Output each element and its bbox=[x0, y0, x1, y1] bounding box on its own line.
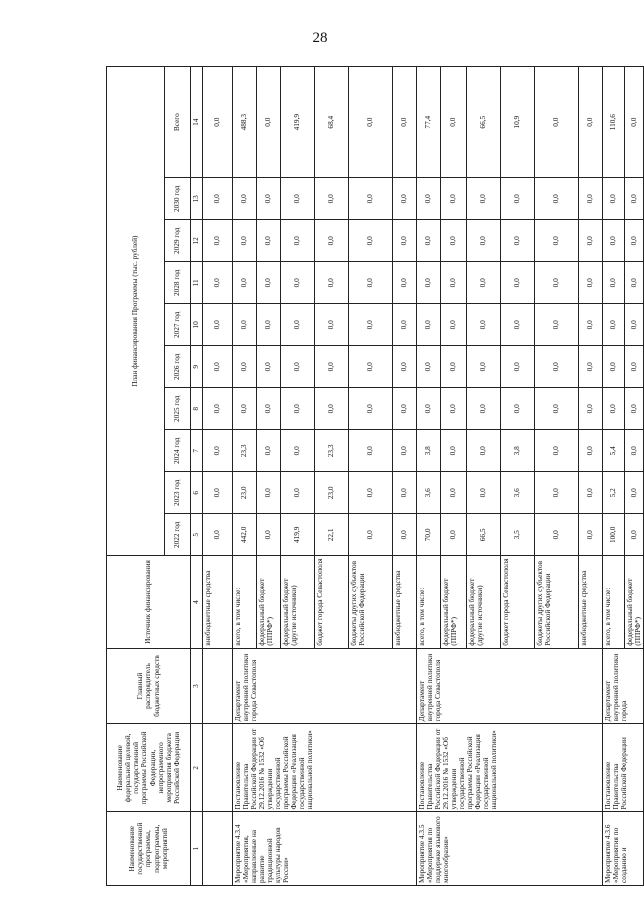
value-cell: 5,4 bbox=[603, 430, 625, 472]
value-cell: 0,0 bbox=[281, 262, 315, 304]
value-cell: 0,0 bbox=[535, 472, 579, 514]
value-cell: 0,0 bbox=[417, 262, 441, 304]
value-cell: 0,0 bbox=[467, 346, 501, 388]
header-federal-program: Наименование федеральной целевой, государственной программы Российской Федерации, непрограммного мероприятия бюджета Российской Федерации bbox=[107, 724, 191, 812]
value-cell: 0,0 bbox=[349, 514, 393, 556]
value-cell: 0,0 bbox=[281, 388, 315, 430]
value-cell: 0,0 bbox=[467, 178, 501, 220]
federal-program-cell: Постановление Правительства Российской Федерации от 29.12.2016 № 1532 «Об утверждении государственной программы Российской Федерации «Реализация государственной национальной политики» bbox=[233, 724, 417, 812]
header-program-name: Наименование государственной программы, подпрограммы, мероприятий bbox=[107, 812, 191, 886]
value-cell: 0,0 bbox=[233, 388, 257, 430]
value-cell: 0,0 bbox=[603, 388, 625, 430]
budget-manager-cell: Департамент внутренней политики города Севастополя bbox=[233, 648, 417, 724]
value-cell: 0,0 bbox=[233, 346, 257, 388]
federal-program-cell: Постановление Правительства Российской Федерации bbox=[603, 724, 644, 812]
value-cell: 0,0 bbox=[579, 304, 603, 346]
value-cell: 0,0 bbox=[281, 430, 315, 472]
value-cell: 0,0 bbox=[349, 67, 393, 178]
value-cell: 0,0 bbox=[441, 304, 467, 346]
column-number: 8 bbox=[191, 388, 203, 430]
value-cell: 0,0 bbox=[467, 220, 501, 262]
source-cell: федеральный бюджет (другие источники) bbox=[467, 556, 501, 648]
value-cell: 0,0 bbox=[579, 514, 603, 556]
value-cell: 0,0 bbox=[501, 346, 535, 388]
column-number: 7 bbox=[191, 430, 203, 472]
value-cell: 0,0 bbox=[501, 262, 535, 304]
value-cell: 0,0 bbox=[441, 472, 467, 514]
value-cell: 0,0 bbox=[441, 67, 467, 178]
value-cell: 23,0 bbox=[233, 472, 257, 514]
value-cell: 23,3 bbox=[233, 430, 257, 472]
header-funding-source: Источник финансирования bbox=[107, 556, 191, 648]
value-cell: 0,0 bbox=[233, 220, 257, 262]
source-cell: федеральный бюджет (ППРФ*) bbox=[257, 556, 281, 648]
column-number: 12 bbox=[191, 220, 203, 262]
value-cell: 0,0 bbox=[393, 262, 417, 304]
value-cell: 3,8 bbox=[501, 430, 535, 472]
value-cell: 0,0 bbox=[203, 220, 233, 262]
value-cell: 3,6 bbox=[417, 472, 441, 514]
value-cell: 0,0 bbox=[417, 304, 441, 346]
value-cell: 0,0 bbox=[501, 220, 535, 262]
value-cell: 0,0 bbox=[315, 388, 349, 430]
source-cell: бюджеты других субъектов Российской Федерации bbox=[535, 556, 579, 648]
value-cell: 0,0 bbox=[467, 430, 501, 472]
header-total: Всего bbox=[165, 67, 191, 178]
value-cell: 0,0 bbox=[535, 514, 579, 556]
value-cell: 0,0 bbox=[625, 304, 644, 346]
value-cell: 0,0 bbox=[603, 178, 625, 220]
value-cell: 0,0 bbox=[535, 220, 579, 262]
value-cell: 419,9 bbox=[281, 67, 315, 178]
value-cell: 442,0 bbox=[233, 514, 257, 556]
value-cell: 0,0 bbox=[203, 388, 233, 430]
value-cell: 3,5 bbox=[501, 514, 535, 556]
federal-program-cell: Постановление Правительства Российской Федерации от 29.12.2016 № 1532 «Об утверждении государственной программы Российской Федерации «Реализация государственной национальной политики» bbox=[417, 724, 603, 812]
value-cell: 0,0 bbox=[625, 514, 644, 556]
value-cell: 0,0 bbox=[467, 472, 501, 514]
program-cell-continued bbox=[203, 812, 233, 886]
value-cell: 0,0 bbox=[467, 388, 501, 430]
column-number: 6 bbox=[191, 472, 203, 514]
value-cell: 0,0 bbox=[349, 304, 393, 346]
header-financing-plan: План финансирования Программы (тыс. рублей) bbox=[107, 67, 165, 556]
value-cell: 0,0 bbox=[233, 304, 257, 346]
value-cell: 10,9 bbox=[501, 67, 535, 178]
value-cell: 0,0 bbox=[349, 430, 393, 472]
value-cell: 0,0 bbox=[315, 220, 349, 262]
value-cell: 0,0 bbox=[393, 346, 417, 388]
value-cell: 68,4 bbox=[315, 67, 349, 178]
value-cell: 0,0 bbox=[603, 262, 625, 304]
value-cell: 0,0 bbox=[441, 388, 467, 430]
table-row bbox=[417, 67, 441, 886]
source-cell: бюджет города Севастополя bbox=[315, 556, 349, 648]
budget-manager-cell: Департамент внутренней политики города Севастополя bbox=[417, 648, 603, 724]
source-cell: федеральный бюджет (другие источники) bbox=[281, 556, 315, 648]
value-cell: 0,0 bbox=[625, 388, 644, 430]
rotated-table-container bbox=[106, 66, 643, 886]
federal-program-cell-continued bbox=[203, 724, 233, 812]
value-cell: 77,4 bbox=[417, 67, 441, 178]
page-number: 28 bbox=[312, 30, 328, 46]
value-cell: 0,0 bbox=[579, 178, 603, 220]
value-cell: 22,1 bbox=[315, 514, 349, 556]
value-cell: 0,0 bbox=[625, 430, 644, 472]
value-cell: 100,0 bbox=[603, 514, 625, 556]
header-year: 2027 год bbox=[165, 304, 191, 346]
value-cell: 0,0 bbox=[535, 346, 579, 388]
source-cell: федеральный бюджет (ППРФ*) bbox=[441, 556, 467, 648]
value-cell: 0,0 bbox=[625, 346, 644, 388]
header-year: 2023 год bbox=[165, 472, 191, 514]
value-cell: 0,0 bbox=[625, 220, 644, 262]
value-cell: 0,0 bbox=[441, 346, 467, 388]
header-year: 2024 год bbox=[165, 430, 191, 472]
value-cell: 0,0 bbox=[349, 262, 393, 304]
column-number: 5 bbox=[191, 514, 203, 556]
value-cell: 0,0 bbox=[417, 388, 441, 430]
column-number: 11 bbox=[191, 262, 203, 304]
table-header bbox=[107, 67, 203, 886]
header-budget-manager: Главный распорядитель бюджетных средств bbox=[107, 648, 191, 724]
value-cell: 0,0 bbox=[579, 388, 603, 430]
value-cell: 0,0 bbox=[349, 220, 393, 262]
value-cell: 0,0 bbox=[441, 430, 467, 472]
value-cell: 0,0 bbox=[257, 346, 281, 388]
value-cell: 0,0 bbox=[203, 304, 233, 346]
value-cell: 0,0 bbox=[417, 346, 441, 388]
value-cell: 0,0 bbox=[579, 430, 603, 472]
value-cell: 0,0 bbox=[349, 346, 393, 388]
value-cell: 0,0 bbox=[257, 304, 281, 346]
source-cell: внебюджетные средства bbox=[393, 556, 417, 648]
value-cell: 0,0 bbox=[441, 514, 467, 556]
source-cell: внебюджетные средства bbox=[579, 556, 603, 648]
value-cell: 0,0 bbox=[603, 220, 625, 262]
header-year: 2029 год bbox=[165, 220, 191, 262]
value-cell: 0,0 bbox=[315, 262, 349, 304]
value-cell: 0,0 bbox=[393, 178, 417, 220]
value-cell: 0,0 bbox=[441, 262, 467, 304]
value-cell: 3,8 bbox=[417, 430, 441, 472]
value-cell: 0,0 bbox=[233, 262, 257, 304]
value-cell: 0,0 bbox=[281, 346, 315, 388]
value-cell: 70,0 bbox=[417, 514, 441, 556]
value-cell: 0,0 bbox=[203, 472, 233, 514]
value-cell: 0,0 bbox=[535, 67, 579, 178]
value-cell: 0,0 bbox=[257, 430, 281, 472]
source-cell: федеральный бюджет (ППРФ*) bbox=[625, 556, 644, 648]
value-cell: 110,6 bbox=[603, 67, 625, 178]
value-cell: 0,0 bbox=[579, 262, 603, 304]
value-cell: 0,0 bbox=[257, 514, 281, 556]
value-cell: 0,0 bbox=[281, 178, 315, 220]
value-cell: 0,0 bbox=[203, 430, 233, 472]
value-cell: 0,0 bbox=[393, 67, 417, 178]
value-cell: 66,5 bbox=[467, 514, 501, 556]
value-cell: 0,0 bbox=[315, 346, 349, 388]
source-cell: бюджеты других субъектов Российской Федерации bbox=[349, 556, 393, 648]
column-number: 14 bbox=[191, 67, 203, 178]
value-cell: 0,0 bbox=[441, 220, 467, 262]
value-cell: 0,0 bbox=[349, 472, 393, 514]
table-row bbox=[233, 67, 257, 886]
value-cell: 0,0 bbox=[349, 178, 393, 220]
value-cell: 0,0 bbox=[393, 472, 417, 514]
value-cell: 0,0 bbox=[257, 388, 281, 430]
value-cell: 0,0 bbox=[417, 220, 441, 262]
value-cell: 0,0 bbox=[393, 514, 417, 556]
value-cell: 0,0 bbox=[625, 67, 644, 178]
value-cell: 0,0 bbox=[393, 430, 417, 472]
program-name-cell: Мероприятие 4.3.5 «Мероприятия по поддержке языкового многообразия» bbox=[417, 812, 603, 886]
value-cell: 0,0 bbox=[535, 304, 579, 346]
value-cell: 0,0 bbox=[579, 472, 603, 514]
value-cell: 0,0 bbox=[501, 304, 535, 346]
table-row bbox=[203, 67, 233, 886]
value-cell: 0,0 bbox=[203, 346, 233, 388]
value-cell: 0,0 bbox=[535, 262, 579, 304]
source-cell: внебюджетные средства bbox=[203, 556, 233, 648]
value-cell: 0,0 bbox=[625, 262, 644, 304]
value-cell: 0,0 bbox=[501, 388, 535, 430]
header-year: 2028 год bbox=[165, 262, 191, 304]
value-cell: 0,0 bbox=[417, 178, 441, 220]
manager-cell-continued bbox=[203, 648, 233, 724]
column-number: 1 bbox=[191, 812, 203, 886]
source-cell: всего, в том числе: bbox=[417, 556, 441, 648]
column-number: 13 bbox=[191, 178, 203, 220]
value-cell: 0,0 bbox=[501, 178, 535, 220]
value-cell: 0,0 bbox=[393, 220, 417, 262]
program-name-cell: Мероприятие 4.3.4 «Мероприятия, направленные на развитие традиционной культуры народов России» bbox=[233, 812, 417, 886]
financing-table bbox=[106, 66, 644, 886]
value-cell: 0,0 bbox=[393, 304, 417, 346]
value-cell: 0,0 bbox=[579, 220, 603, 262]
value-cell: 0,0 bbox=[257, 220, 281, 262]
value-cell: 66,5 bbox=[467, 67, 501, 178]
value-cell: 23,0 bbox=[315, 472, 349, 514]
table-row bbox=[603, 67, 625, 886]
value-cell: 23,3 bbox=[315, 430, 349, 472]
value-cell: 0,0 bbox=[349, 388, 393, 430]
value-cell: 0,0 bbox=[257, 472, 281, 514]
rotated-table-area bbox=[106, 66, 643, 886]
value-cell: 0,0 bbox=[393, 388, 417, 430]
value-cell: 488,3 bbox=[233, 67, 257, 178]
value-cell: 0,0 bbox=[315, 304, 349, 346]
source-cell: всего, в том числе: bbox=[233, 556, 257, 648]
value-cell: 0,0 bbox=[467, 304, 501, 346]
value-cell: 0,0 bbox=[257, 67, 281, 178]
budget-manager-cell: Департамент внутренней политики города bbox=[603, 648, 644, 724]
value-cell: 0,0 bbox=[535, 430, 579, 472]
value-cell: 0,0 bbox=[281, 472, 315, 514]
value-cell: 0,0 bbox=[535, 178, 579, 220]
value-cell: 0,0 bbox=[603, 304, 625, 346]
value-cell: 0,0 bbox=[203, 67, 233, 178]
value-cell: 0,0 bbox=[257, 178, 281, 220]
value-cell: 5,2 bbox=[603, 472, 625, 514]
value-cell: 0,0 bbox=[315, 178, 349, 220]
value-cell: 0,0 bbox=[579, 346, 603, 388]
value-cell: 0,0 bbox=[535, 388, 579, 430]
table-body bbox=[203, 67, 644, 886]
header-year: 2025 год bbox=[165, 388, 191, 430]
value-cell: 0,0 bbox=[281, 304, 315, 346]
value-cell: 0,0 bbox=[233, 178, 257, 220]
value-cell: 419,9 bbox=[281, 514, 315, 556]
column-number: 4 bbox=[191, 556, 203, 648]
value-cell: 0,0 bbox=[625, 472, 644, 514]
value-cell: 0,0 bbox=[467, 262, 501, 304]
column-number: 3 bbox=[191, 648, 203, 724]
column-number: 10 bbox=[191, 304, 203, 346]
value-cell: 0,0 bbox=[625, 178, 644, 220]
header-year: 2030 год bbox=[165, 178, 191, 220]
column-numbers-row bbox=[191, 67, 203, 886]
value-cell: 0,0 bbox=[441, 178, 467, 220]
value-cell: 3,6 bbox=[501, 472, 535, 514]
value-cell: 0,0 bbox=[203, 514, 233, 556]
value-cell: 0,0 bbox=[203, 262, 233, 304]
value-cell: 0,0 bbox=[257, 262, 281, 304]
value-cell: 0,0 bbox=[203, 178, 233, 220]
column-number: 2 bbox=[191, 724, 203, 812]
source-cell: всего, в том числе: bbox=[603, 556, 625, 648]
value-cell: 0,0 bbox=[579, 67, 603, 178]
value-cell: 0,0 bbox=[603, 346, 625, 388]
column-number: 9 bbox=[191, 346, 203, 388]
value-cell: 0,0 bbox=[281, 220, 315, 262]
program-name-cell: Мероприятие 4.3.6 «Мероприятия по созданию и bbox=[603, 812, 644, 886]
header-year: 2026 год bbox=[165, 346, 191, 388]
source-cell: бюджет города Севастополя bbox=[501, 556, 535, 648]
header-year: 2022 год bbox=[165, 514, 191, 556]
